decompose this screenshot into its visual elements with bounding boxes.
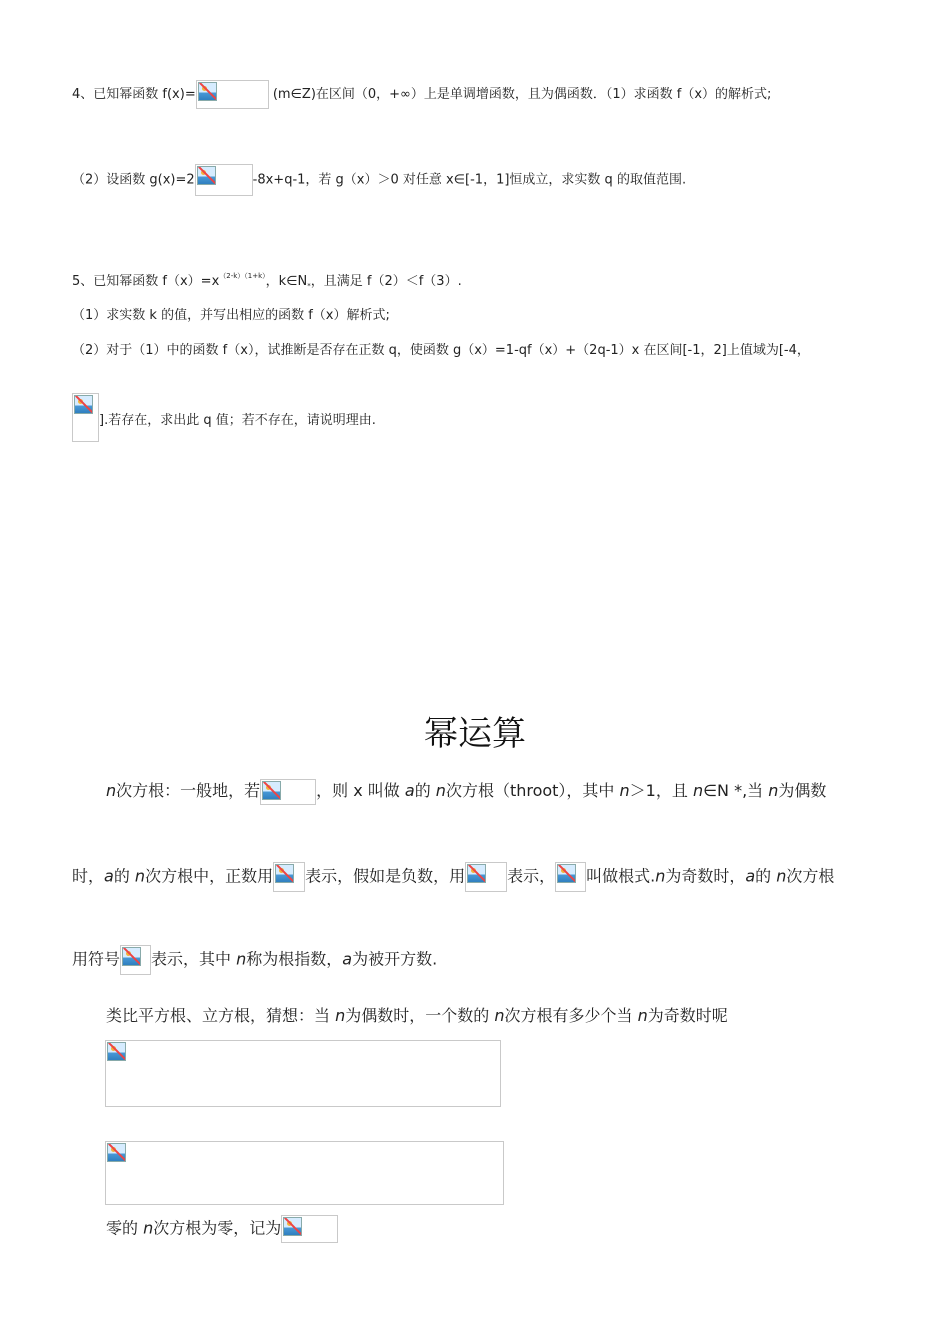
q4-line-1 [72, 80, 771, 109]
var-n: n [768, 781, 779, 800]
broken-image [195, 164, 253, 196]
q5-subscript: * [307, 282, 311, 290]
broken-image-icon [557, 864, 576, 883]
broken-image-large [105, 1040, 501, 1107]
q5-line-1 [72, 270, 462, 289]
var-n: n [655, 866, 666, 886]
text: 次方根为零，记为 [153, 1218, 282, 1238]
text: 的 [755, 866, 777, 886]
section-line-1 [106, 778, 826, 805]
q5-text-4: ].若存在，求出此 q 值；若不存在，请说明理由. [99, 413, 376, 428]
q5-line-3 [72, 339, 810, 358]
var-a: a [745, 866, 756, 886]
text: 次方根中，正数用 [145, 866, 274, 886]
broken-image-icon [107, 1143, 126, 1162]
broken-image-icon [262, 781, 281, 800]
var-n: n [435, 781, 446, 800]
text: 类比平方根、立方根，猜想：当 [106, 1006, 336, 1025]
text: 次方根有多少个当 [504, 1006, 638, 1025]
text: 为被开方数. [352, 949, 438, 969]
var-a: a [104, 866, 114, 886]
q5-line-2 [72, 304, 390, 323]
q5-exponent: （2-k）（1+k） [219, 272, 266, 280]
broken-image-icon [122, 947, 141, 966]
text: 用符号 [72, 949, 121, 969]
text: 叫做根式. [586, 866, 656, 886]
broken-image-icon [197, 166, 216, 185]
text: 次方根：一般地，若 [116, 781, 261, 800]
broken-image [273, 862, 305, 892]
broken-image-icon [74, 395, 93, 414]
broken-image-icon [107, 1042, 126, 1061]
q5-text-2: （1）求实数 k 的值，并写出相应的函数 f（x）解析式; [72, 308, 390, 323]
broken-image [120, 945, 151, 975]
broken-image [196, 80, 269, 109]
section-line-2 [72, 862, 834, 892]
q4-text-1b: (m∈Z)在区间（0，+∞）上是单调增函数，且为偶函数．（1）求函数 f（x）的解析式; [268, 87, 772, 102]
text: 零的 [106, 1218, 144, 1238]
var-n: n [134, 866, 146, 886]
text: 表示，其中 [151, 949, 237, 969]
var-n: n [776, 866, 787, 886]
broken-image-icon [283, 1217, 302, 1236]
broken-image-icon [198, 82, 217, 101]
q5-text-1a: 5、已知幂函数 f（x）=x [72, 274, 220, 289]
section-title: 幂运算 [424, 714, 526, 754]
broken-image-icon [467, 864, 486, 883]
q5-text-1c: ，且满足 f（2）＜f（3）. [310, 274, 462, 289]
q4-text-1a: 4、已知幂函数 f(x)= [72, 87, 196, 102]
broken-image [555, 862, 586, 892]
text: 次方根 [786, 866, 835, 886]
q4-text-2b: -8x+q-1，若 g（x）＞0 对任意 x∈[-1，1]恒成立，求实数 q 的取值范围. [252, 172, 687, 188]
text: 的 [113, 866, 135, 886]
text: 时， [72, 866, 105, 886]
text: 次方根（throot），其中 [445, 781, 620, 800]
var-n: n [494, 1006, 505, 1025]
section-line-3 [72, 945, 437, 975]
broken-image [281, 1215, 338, 1243]
text: 表示，假如是负数，用 [305, 866, 466, 886]
text: 表示， [507, 866, 556, 886]
broken-image [72, 393, 99, 442]
var-n: n [637, 1006, 648, 1025]
broken-image [260, 779, 316, 805]
var-n: n [619, 781, 630, 800]
var-n: n [143, 1218, 154, 1238]
text: 为偶数 [778, 781, 827, 800]
q4-line-2 [72, 164, 686, 196]
text: 的 [414, 781, 436, 800]
q5-line-4 [72, 393, 376, 442]
var-a: a [404, 781, 415, 800]
var-n: n [335, 1006, 346, 1025]
broken-image-icon [275, 864, 294, 883]
text: 为偶数时，一个数的 [345, 1006, 495, 1025]
var-n: n [236, 949, 247, 969]
text: 为奇数时呢 [647, 1006, 728, 1025]
var-a: a [342, 949, 353, 969]
text: 为奇数时， [665, 866, 746, 886]
section-line-5 [106, 1215, 338, 1243]
broken-image [465, 862, 507, 892]
q5-text-1b: ，k∈N [265, 274, 308, 289]
text: ＞1，且 [629, 781, 693, 800]
text: 称为根指数， [246, 949, 343, 969]
text: ，则 x 叫做 [316, 781, 405, 800]
broken-image-large [105, 1141, 504, 1205]
var-n: n [106, 781, 117, 800]
section-line-4 [106, 1003, 728, 1026]
q5-text-3: （2）对于（1）中的函数 f（x），试推断是否存在正数 q，使函数 g（x）=1-qf（x）+（2q-1）x 在区间[-1，2]上值域为[-4， [72, 343, 810, 358]
q4-text-2a: （2）设函数 g(x)=2 [72, 172, 195, 188]
var-n: n [692, 781, 704, 800]
text: ∈N *,当 [703, 781, 769, 800]
